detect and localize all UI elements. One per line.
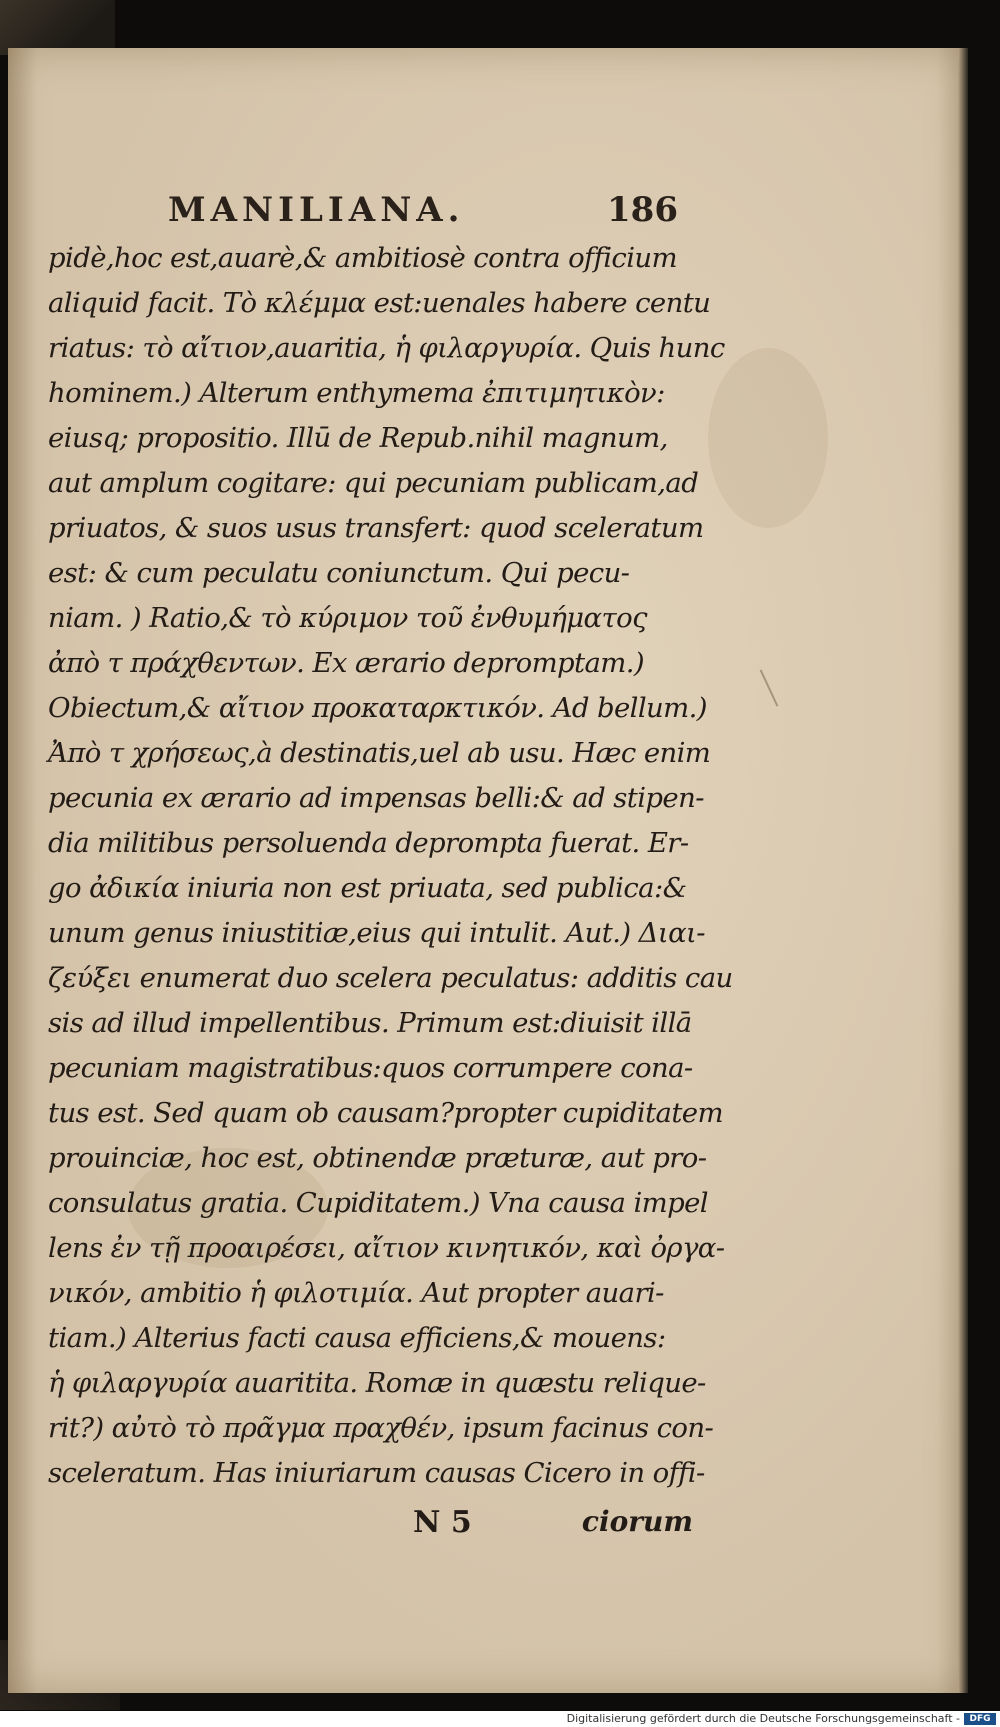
text-line: sis ad illud impellentibus. Primum est:diuisit illā [48,1007,692,1039]
text-line: consulatus gratia. Cupiditatem.) Vna causa impel [48,1187,708,1219]
text-line: ἀπὸ τ πράχθεντων. Ex ærario depromptam.) [48,647,645,679]
text-line: est: & cum peculatu coniunctum. Qui pecu- [48,557,630,589]
text-line: pecuniam magistratibus:quos corrumpere cona- [48,1052,693,1084]
text-line: Obiectum,& αἴτιον προκαταρκτικόν. Ad bellum.) [48,692,707,724]
text-line: hominem.) Alterum enthymema ἐπιτιμητικὸν: [48,377,665,409]
text-line: prouinciæ, hoc est, obtinendæ præturæ, aut pro- [48,1142,707,1174]
footer-credit: Digitalisierung gefördert durch die Deutsche Forschungsgemeinschaft - [566,1712,960,1725]
digitization-footer [0,1711,1000,1727]
paper-stain [708,348,828,528]
text-line: aut amplum cogitare: qui pecuniam publicam,ad [48,467,699,499]
page-header [168,190,678,236]
text-line: νικόν, ambitio ἡ φιλοτιμία. Aut propter auari- [48,1277,664,1309]
text-line: aliquid facit. Τὸ κλέμμα est:uenales habere centu [48,287,711,319]
text-line: ζεύξει enumerat duo scelera peculatus: additis cau [48,962,733,994]
page-number: 186 [607,190,678,230]
text-line: sceleratum. Has iniuriarum causas Cicero in offi- [48,1457,705,1489]
binding-board-top [0,0,115,55]
running-head: MANILIANA. [168,190,465,230]
text-line: pidè,hoc est,auarè,& ambitiosè contra officium [48,242,677,274]
text-line: go ἀδικία iniuria non est priuata, sed publica:& [48,872,687,904]
text-line: priuatos, & suos usus transfert: quod sceleratum [48,512,704,544]
text-line: unum genus iniustitiæ,eius qui intulit. Aut.) Διαι- [48,917,705,949]
text-line: niam. ) Ratio,& τὸ κύριμον τοῦ ἐνθυμήματος [48,602,647,634]
margin-mark [760,669,779,706]
text-line: pecunia ex ærario ad impensas belli:& ad stipen- [48,782,704,814]
text-line: tiam.) Alterius facti causa efficiens,& mouens: [48,1322,666,1354]
signature-mark: N 5 [413,1505,472,1540]
body-text [48,236,733,1496]
text-line: rit?) αὐτὸ τὸ πρᾶγμα πραχθέν, ipsum facinus con- [48,1412,714,1444]
text-line: ἡ φιλαργυρία auaritita. Romæ in quæstu relique- [48,1367,706,1399]
text-line: Ἀπὸ τ χρήσεως,à destinatis,uel ab usu. Hæc enim [48,737,711,769]
text-line: lens ἐν τῇ προαιρέσει, αἴτιον κινητικόν, καὶ ὀργα- [48,1232,725,1264]
book-page [8,48,966,1693]
catchword: ciorum [581,1505,693,1538]
page-edge [958,48,968,1693]
text-line: eiusq; propositio. Illū de Repub.nihil magnum, [48,422,668,454]
text-line: dia militibus persoluenda deprompta fuerat. Er- [48,827,689,859]
text-line: riatus: τὸ αἴτιον,auaritia, ἡ φιλαργυρία. Quis hunc [48,332,725,364]
text-line: tus est. Sed quam ob causam?propter cupiditatem [48,1097,723,1129]
dfg-logo-icon: DFG [964,1713,996,1725]
page-footer-line [413,1505,693,1545]
